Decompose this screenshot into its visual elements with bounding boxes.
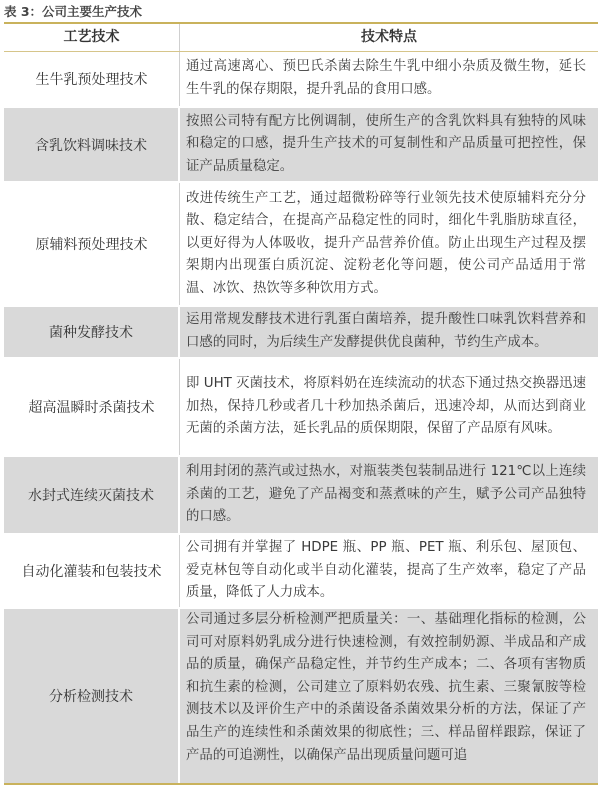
table-row [4, 305, 598, 357]
table-row [4, 533, 598, 607]
row-technology-description [180, 359, 598, 455]
row-technology-description [180, 183, 598, 305]
table-row [4, 607, 598, 783]
table-row [4, 357, 598, 455]
header-process-technology: 工艺技术 [4, 24, 180, 51]
row-description-text: 运用常规发酵技术进行乳蛋白菌培养，提升酸性口味乳饮料营养和口感的同时，为后续生产发酵提供优良菌种，节约生产成本。 [186, 312, 586, 350]
table-row [4, 52, 598, 106]
row-description-text: 通过高速离心、预巴氏杀菌去除生牛乳中细小杂质及微生物，延长生牛乳的保存期限，提升乳品的食用口感。 [186, 59, 586, 97]
table-row [4, 106, 598, 181]
table-caption: 表 3：公司主要生产技术 [4, 4, 143, 19]
table-bottom-rule [4, 783, 598, 785]
row-description-text: 公司拥有并掌握了 HDPE 瓶、PP 瓶、PET 瓶、利乐包、屋顶包、爱克林包等自动化或半自动化灌装，提高了生产效率，稳定了产品质量，降低了人力成本。 [186, 540, 586, 601]
row-description-text: 按照公司特有配方比例调制，使所生产的含乳饮料具有独特的风味和稳定的口感，提升生产技术的可复制性和产品质量可把控性，保证产品质量稳定。 [186, 113, 586, 174]
row-technology-name: 水封式连续灭菌技术 [4, 457, 180, 533]
row-technology-name: 自动化灌装和包装技术 [4, 535, 180, 607]
row-technology-description [180, 52, 598, 106]
row-description-text: 即 UHT 灭菌技术，将原料奶在连续流动的状态下通过热交换器迅速加热，保持几秒或者几十秒加热杀菌后，迅速冷却，从而达到商业无菌的杀菌方法，延长乳品的质保期限，保留了产品原有风味。 [186, 376, 586, 437]
header-technical-features: 技术特点 [361, 29, 417, 45]
row-technology-description [180, 457, 598, 533]
table-row [4, 181, 598, 305]
row-description-text: 改进传统生产工艺，通过超微粉碎等行业领先技术使原辅料充分分散、稳定结合，在提高产品稳定性的同时，细化牛乳脂肪球直径，以更好得为人体吸收，提升产品营养价值。防止出现生产过程及摆架期内出现蛋白质沉淀、淀粉老化等问题，使公司产品适用于常温、冰饮、热饮等多种饮用方式。 [186, 190, 586, 296]
row-technology-name: 分析检测技术 [4, 609, 180, 783]
table-row [4, 455, 598, 533]
row-technology-name: 菌种发酵技术 [4, 307, 180, 357]
row-technology-name: 生牛乳预处理技术 [4, 52, 180, 106]
row-technology-description [180, 307, 598, 357]
row-technology-description [180, 535, 598, 607]
row-technology-name: 含乳饮料调味技术 [4, 108, 180, 181]
row-description-text: 利用封闭的蒸汽或过热水，对瓶装类包装制品进行 121℃以上连续杀菌的工艺，避免了产品褐变和蒸煮味的产生，赋予公司产品独特的口感。 [186, 464, 586, 525]
row-technology-name: 原辅料预处理技术 [4, 183, 180, 305]
row-technology-description [180, 609, 598, 767]
table-header-row [4, 24, 598, 52]
production-technology-table [4, 22, 598, 785]
row-technology-description [180, 108, 598, 181]
row-technology-name: 超高温瞬时杀菌技术 [4, 359, 180, 455]
row-description-text: 公司通过多层分析检测严把质量关：一、基础理化指标的检测，公司可对原料奶乳成分进行快速检测，有效控制奶源、半成品和产成品的质量，确保产品稳定性，并节约生产成本；二、各项有害物质和抗生素的检测，公司建立了原料奶农残、抗生素、三聚氰胺等检测技术以及评价生产中的杀菌设备杀菌效果分析的方法，保证了产品生产的连续性和杀菌效果的彻底性；三、样品留样跟踪，保证了产品的可追溯性，以确保产品出现质量问题可追 [186, 612, 586, 763]
